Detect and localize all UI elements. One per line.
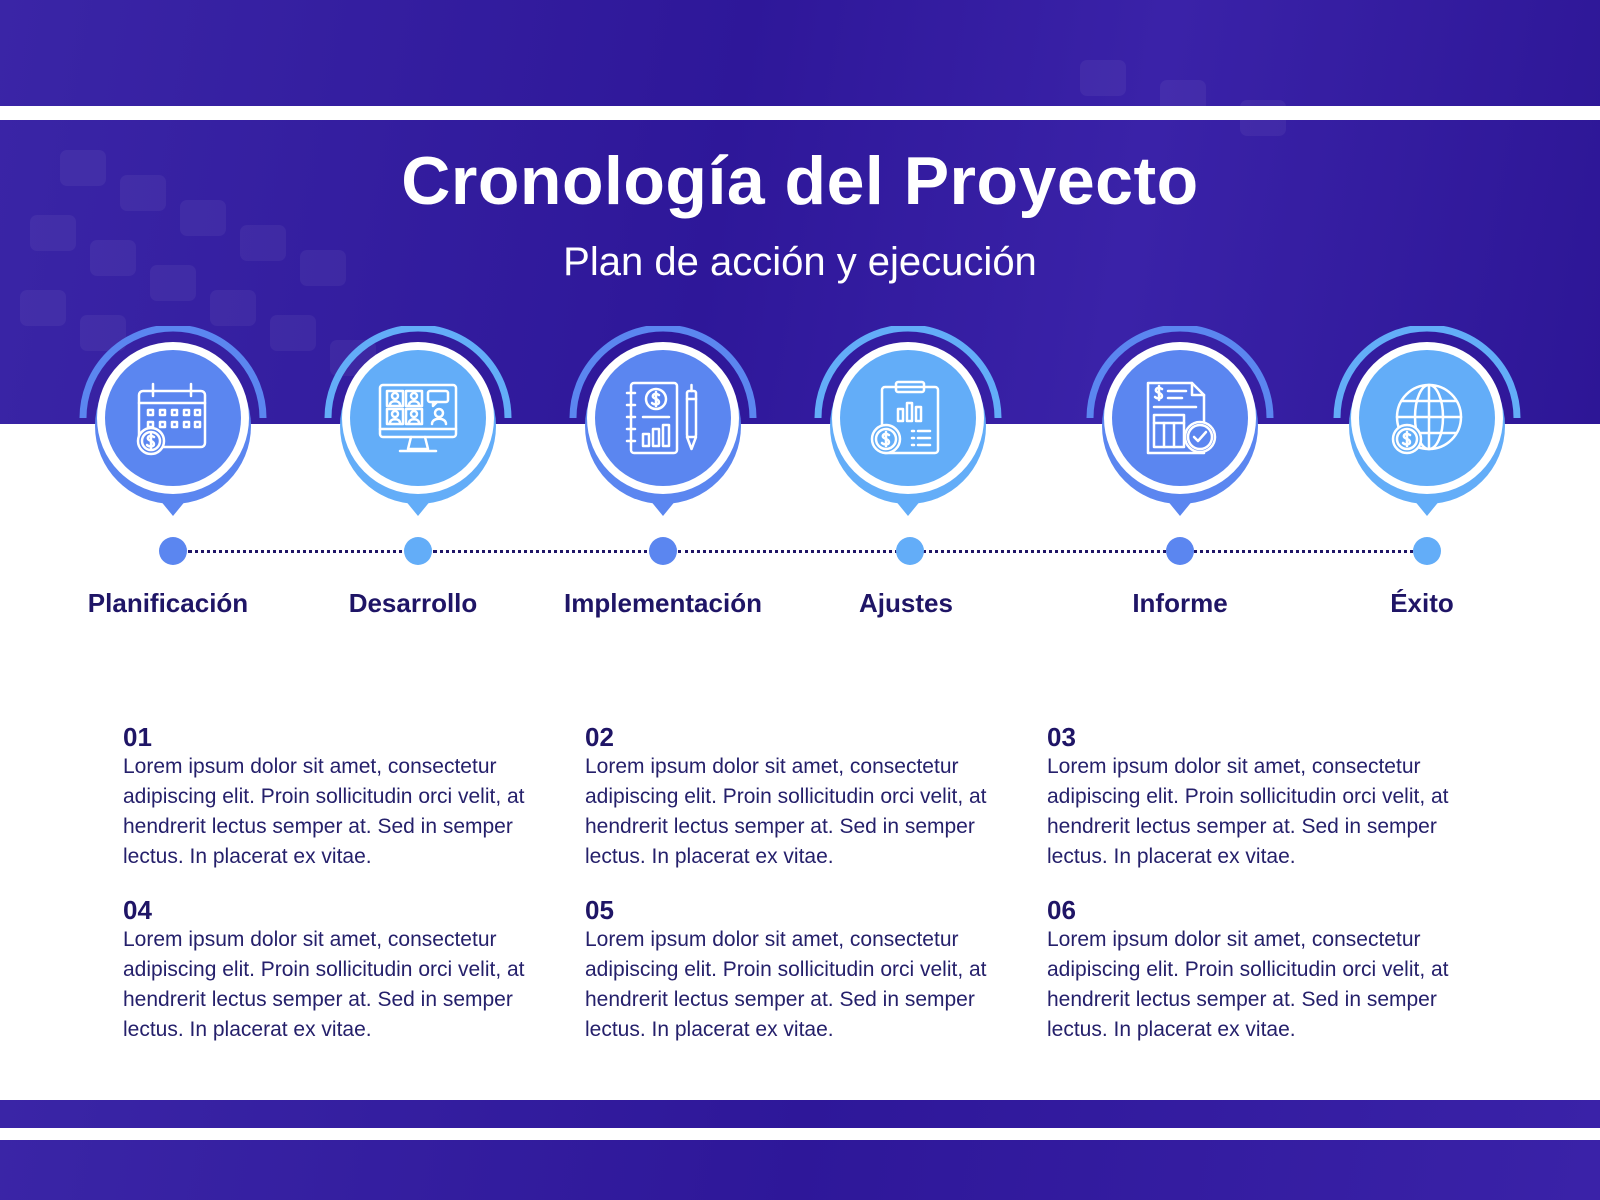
footer-stripe xyxy=(0,1128,1600,1140)
page-subtitle: Plan de acción y ejecución xyxy=(563,240,1037,284)
timeline-stage-ajustes[interactable] xyxy=(808,326,1008,626)
note-item xyxy=(585,895,1025,1045)
timeline-stage-informe[interactable] xyxy=(1080,326,1280,626)
timeline-stage-desarrollo[interactable] xyxy=(318,326,518,626)
note-item xyxy=(123,722,563,872)
note-number: 01 xyxy=(123,722,152,752)
stage-label: Planificación xyxy=(87,588,249,618)
timeline-stage-implementacion[interactable] xyxy=(563,326,763,626)
note-text: Lorem ipsum dolor sit amet, consectetur adipiscing elit. Proin sollicitudin orci velit, at hendrerit lectus semper at. Sed in semper lectus. In placerat ex vitae. xyxy=(585,928,987,1041)
note-item xyxy=(1047,895,1487,1045)
timeline-dot xyxy=(896,537,924,565)
note-text: Lorem ipsum dolor sit amet, consectetur adipiscing elit. Proin sollicitudin orci velit, at hendrerit lectus semper at. Sed in semper lectus. In placerat ex vitae. xyxy=(123,755,525,868)
timeline-dot xyxy=(1413,537,1441,565)
note-text: Lorem ipsum dolor sit amet, consectetur adipiscing elit. Proin sollicitudin orci velit, at hendrerit lectus semper at. Sed in semper lectus. In placerat ex vitae. xyxy=(585,755,987,868)
timeline-dot xyxy=(1166,537,1194,565)
note-text: Lorem ipsum dolor sit amet, consectetur adipiscing elit. Proin sollicitudin orci velit, at hendrerit lectus semper at. Sed in semper lectus. In placerat ex vitae. xyxy=(1047,928,1449,1041)
footer-background xyxy=(0,1100,1600,1200)
stage-label: Implementación xyxy=(564,588,762,618)
note-text: Lorem ipsum dolor sit amet, consectetur adipiscing elit. Proin sollicitudin orci velit, at hendrerit lectus semper at. Sed in semper lectus. In placerat ex vitae. xyxy=(123,928,525,1041)
timeline-dot xyxy=(159,537,187,565)
note-number: 02 xyxy=(585,722,614,752)
note-item xyxy=(1047,722,1487,872)
note-text: Lorem ipsum dolor sit amet, consectetur adipiscing elit. Proin sollicitudin orci velit, at hendrerit lectus semper at. Sed in semper lectus. In placerat ex vitae. xyxy=(1047,755,1449,868)
calendar-dollar-icon xyxy=(133,379,213,459)
invoice-check-icon xyxy=(1140,379,1220,459)
note-number: 05 xyxy=(585,895,614,925)
stage-label: Éxito xyxy=(1390,588,1454,618)
stage-label: Ajustes xyxy=(859,588,953,618)
notebook-pen-dollar-icon xyxy=(623,379,703,459)
note-number: 06 xyxy=(1047,895,1076,925)
note-item xyxy=(585,722,1025,872)
globe-dollar-icon xyxy=(1387,379,1467,459)
stage-label: Desarrollo xyxy=(348,588,478,618)
monitor-video-call-icon xyxy=(378,379,458,459)
header-stripe xyxy=(0,106,1600,120)
timeline-stage-exito[interactable] xyxy=(1327,326,1527,626)
note-item xyxy=(123,895,563,1045)
note-number: 03 xyxy=(1047,722,1076,752)
stage-label: Informe xyxy=(1132,588,1228,618)
page-title: Cronología del Proyecto xyxy=(401,143,1199,219)
clipboard-chart-dollar-icon xyxy=(868,379,948,459)
note-number: 04 xyxy=(123,895,152,925)
timeline-dot xyxy=(404,537,432,565)
timeline-stage-planificacion[interactable] xyxy=(73,326,273,626)
timeline-dot xyxy=(649,537,677,565)
